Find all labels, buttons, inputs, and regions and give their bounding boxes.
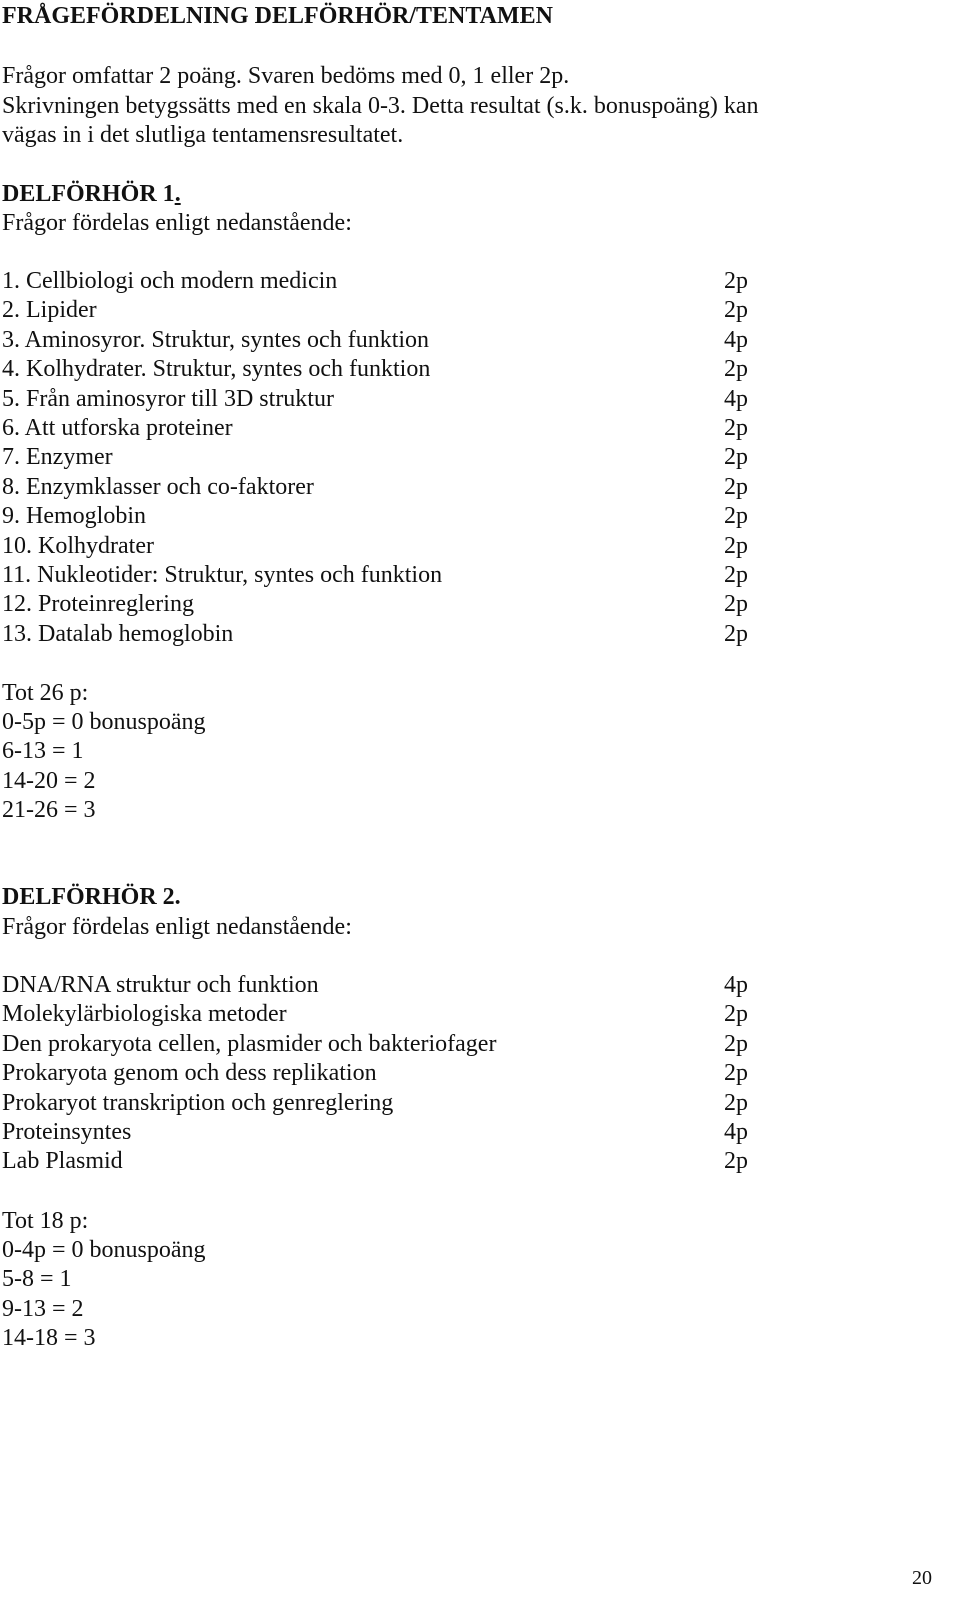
question-label: 11. Nukleotider: Struktur, syntes och funktion <box>2 562 443 588</box>
part1-subtitle: Frågor fördelas enligt nedanstående: <box>2 210 352 236</box>
part1-heading-dot: . <box>174 181 181 207</box>
part2-total: Tot 18 p: <box>2 1208 89 1234</box>
question-label: 7. Enzymer <box>2 444 113 471</box>
question-label: 9. Hemoglobin <box>2 503 146 530</box>
page-title: FRÅGEFÖRDELNING DELFÖRHÖR/TENTAMEN <box>2 3 553 29</box>
bonus-scale-line: 21-26 = 3 <box>2 796 96 823</box>
question-label: 13. Datalab hemoglobin <box>2 620 234 647</box>
part1-heading: DELFÖRHÖR 1. <box>2 181 181 207</box>
question-points: 2p <box>724 297 748 324</box>
question-label: 3. Aminosyror. Struktur, syntes och funktion <box>2 326 430 353</box>
question-points: 2p <box>724 1030 748 1057</box>
question-label: 1. Cellbiologi och modern medicin <box>2 268 338 294</box>
bonus-scale-line: 0-5p = 0 bonuspoäng <box>2 709 206 735</box>
question-label: 6. Att utforska proteiner <box>2 415 233 441</box>
question-points: 2p <box>724 356 748 383</box>
intro-line-3: vägas in i det slutliga tentamensresultatet. <box>2 122 404 148</box>
question-label: 12. Proteinreglering <box>2 591 194 618</box>
part1-total: Tot 26 p: <box>2 680 89 706</box>
question-points: 2p <box>724 620 748 647</box>
question-label: Prokaryot transkription och genreglering <box>2 1089 394 1116</box>
question-points: 2p <box>724 415 748 441</box>
intro-line-2: Skrivningen betygssätts med en skala 0-3. Detta resultat (s.k. bonuspoäng) kan <box>2 93 759 119</box>
question-points: 4p <box>724 385 748 412</box>
question-label: Proteinsyntes <box>2 1119 132 1145</box>
question-points: 4p <box>724 326 748 353</box>
question-label: 2. Lipider <box>2 297 97 324</box>
question-points: 2p <box>724 1060 748 1087</box>
question-points: 2p <box>724 1001 748 1028</box>
bonus-scale-line: 14-20 = 2 <box>2 767 96 794</box>
bonus-scale-line: 6-13 = 1 <box>2 738 84 765</box>
question-label: 4. Kolhydrater. Struktur, syntes och funktion <box>2 356 431 383</box>
part2-subtitle: Frågor fördelas enligt nedanstående: <box>2 914 352 940</box>
question-label: 10. Kolhydrater <box>2 532 154 559</box>
page-number: 20 <box>912 1567 932 1589</box>
question-points: 2p <box>724 444 748 471</box>
question-points: 4p <box>724 972 748 998</box>
intro-line-1: Frågor omfattar 2 poäng. Svaren bedöms med 0, 1 eller 2p. <box>2 63 570 89</box>
question-label: Prokaryota genom och dess replikation <box>2 1060 377 1087</box>
question-label: Lab Plasmid <box>2 1148 123 1175</box>
bonus-scale-line: 0-4p = 0 bonuspoäng <box>2 1237 206 1263</box>
question-label: Molekylärbiologiska metoder <box>2 1001 287 1028</box>
question-label: 8. Enzymklasser och co-faktorer <box>2 473 314 500</box>
question-points: 2p <box>724 268 748 294</box>
bonus-scale-line: 14-18 = 3 <box>2 1324 96 1351</box>
bonus-scale-line: 5-8 = 1 <box>2 1266 72 1293</box>
question-points: 2p <box>724 1089 748 1116</box>
question-points: 2p <box>724 532 748 559</box>
question-points: 4p <box>724 1119 748 1145</box>
question-points: 2p <box>724 1148 748 1175</box>
part2-heading: DELFÖRHÖR 2. <box>2 884 181 910</box>
question-points: 2p <box>724 503 748 530</box>
question-points: 2p <box>724 591 748 618</box>
question-label: 5. Från aminosyror till 3D struktur <box>2 385 334 412</box>
question-points: 2p <box>724 562 748 588</box>
question-points: 2p <box>724 473 748 500</box>
question-label: DNA/RNA struktur och funktion <box>2 972 319 998</box>
question-label: Den prokaryota cellen, plasmider och bakteriofager <box>2 1030 497 1057</box>
bonus-scale-line: 9-13 = 2 <box>2 1295 84 1322</box>
